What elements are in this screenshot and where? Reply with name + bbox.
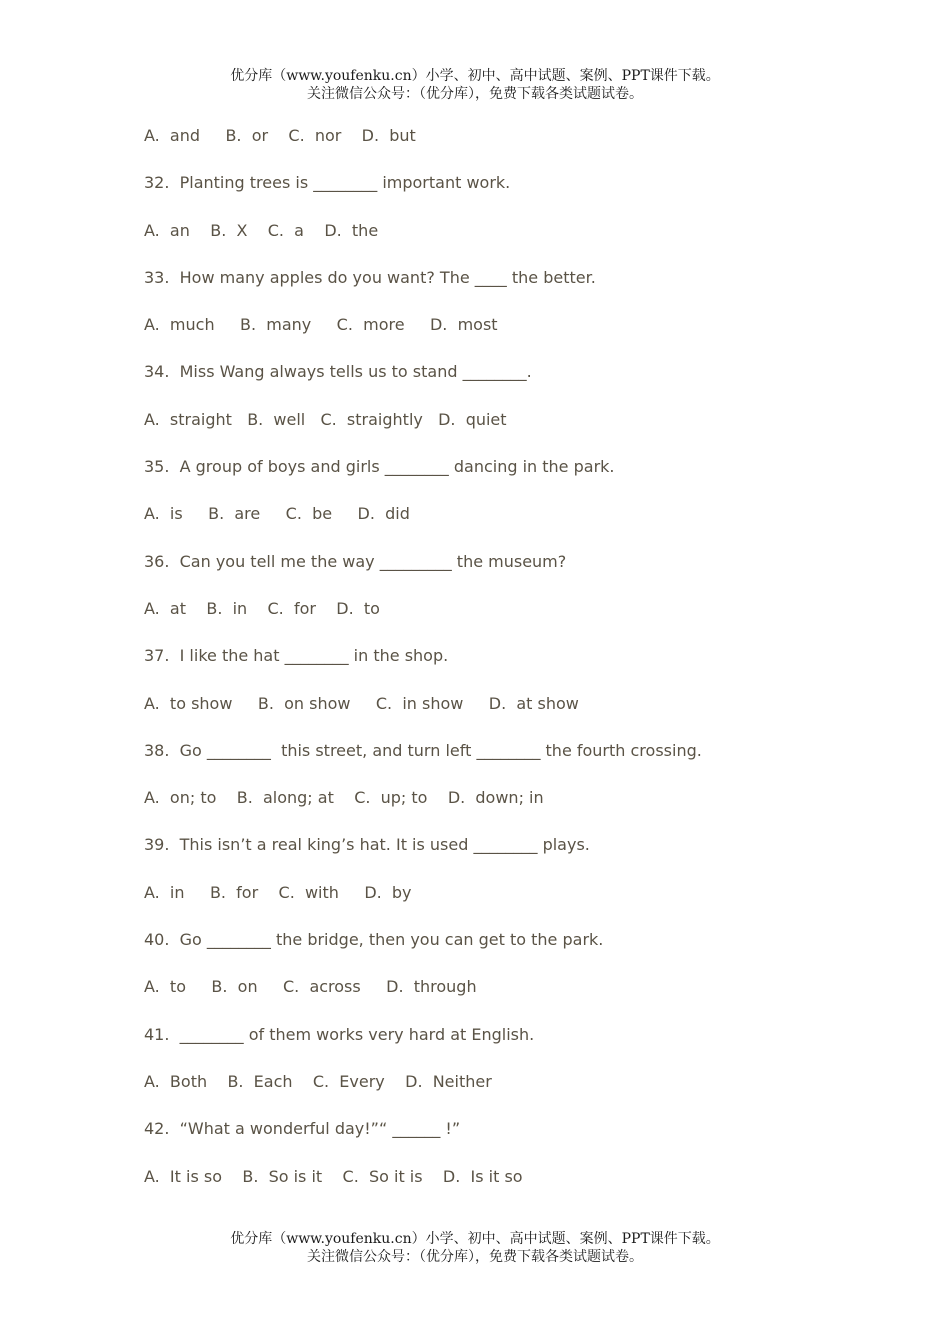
question-34: 34. Miss Wang always tells us to stand ________. xyxy=(144,362,532,382)
options-37: A. to show B. on show C. in show D. at show xyxy=(144,693,579,713)
page-header xyxy=(0,67,950,103)
footer-line-2: 关注微信公众号：（优分库），免费下载各类试题试卷。 xyxy=(307,1249,643,1265)
question-32: 32. Planting trees is ________ important work. xyxy=(144,173,511,193)
question-39: 39. This isn’t a real king’s hat. It is used ________ plays. xyxy=(144,835,590,855)
question-33: 33. How many apples do you want? The ____ the better. xyxy=(144,267,596,287)
options-31: A. and B. or C. nor D. but xyxy=(144,126,416,145)
question-list xyxy=(144,123,904,1211)
question-36: 36. Can you tell me the way _________ the museum? xyxy=(144,551,567,571)
options-41: A. Both B. Each C. Every D. Neither xyxy=(144,1071,492,1091)
options-32: A. an B. X C. a D. the xyxy=(144,220,379,240)
question-40: 40. Go ________ the bridge, then you can get to the park. xyxy=(144,930,604,950)
options-39: A. in B. for C. with D. by xyxy=(144,882,412,902)
options-33: A. much B. many C. more D. most xyxy=(144,315,498,335)
question-37: 37. I like the hat ________ in the shop. xyxy=(144,646,449,666)
header-line-2: 关注微信公众号：（优分库），免费下载各类试题试卷。 xyxy=(307,86,643,102)
header-line-1: 优分库（www.youfenku.cn）小学、初中、高中试题、案例、PPT课件下载。 xyxy=(230,68,720,84)
options-38: A. on; to B. along; at C. up; to D. down; in xyxy=(144,788,544,808)
page-footer xyxy=(0,1230,950,1266)
options-36: A. at B. in C. for D. to xyxy=(144,598,380,618)
options-42: A. It is so B. So is it C. So it is D. Is it so xyxy=(144,1166,523,1186)
options-40: A. to B. on C. across D. through xyxy=(144,977,477,997)
footer-line-1: 优分库（www.youfenku.cn）小学、初中、高中试题、案例、PPT课件下载。 xyxy=(230,1231,720,1247)
question-35: 35. A group of boys and girls ________ dancing in the park. xyxy=(144,457,615,477)
question-38: 38. Go ________ this street, and turn left ________ the fourth crossing. xyxy=(144,740,702,760)
question-41: 41. ________ of them works very hard at English. xyxy=(144,1024,535,1044)
options-35: A. is B. are C. be D. did xyxy=(144,504,410,524)
options-34: A. straight B. well C. straightly D. quiet xyxy=(144,409,507,429)
question-42: 42. “What a wonderful day!”“ ______ !” xyxy=(144,1119,461,1139)
